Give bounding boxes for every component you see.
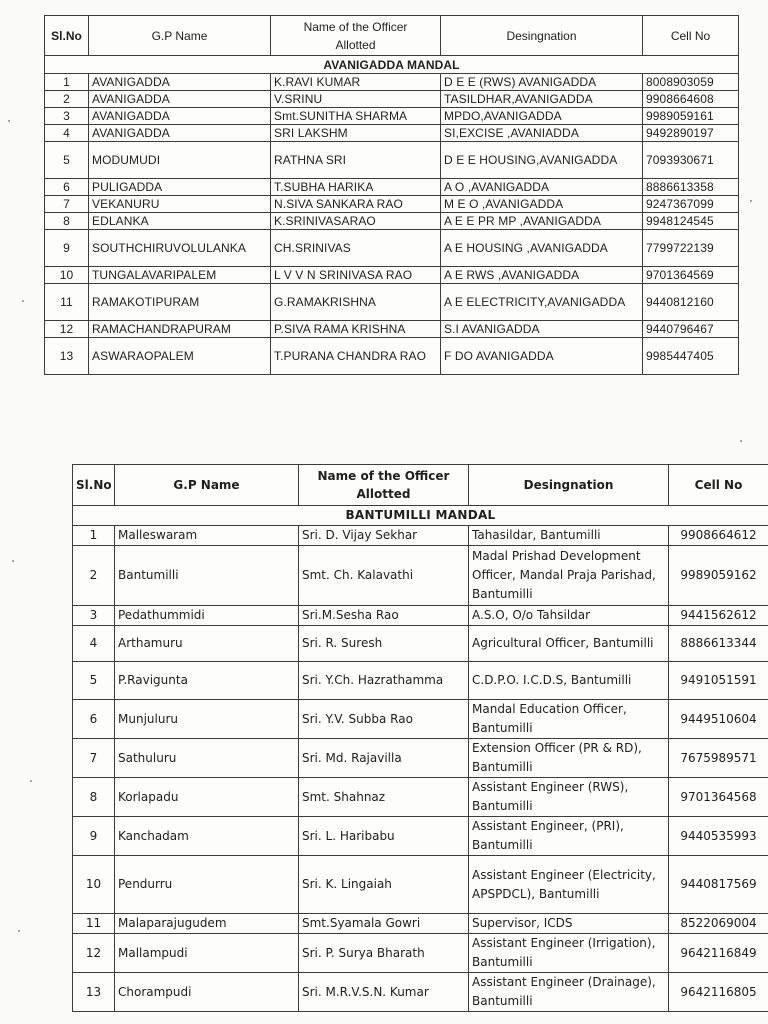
scan-speck — [12, 560, 14, 562]
row-gp-name: Bantumilli — [115, 546, 299, 606]
row-sl-no: 4 — [73, 626, 115, 662]
mandal-title: BANTUMILLI MANDAL — [73, 506, 768, 526]
row-cell-no: 9701364568 — [669, 778, 768, 817]
header-officer — [271, 16, 441, 56]
row-officer-name: Smt. Shahnaz — [299, 778, 469, 817]
table-row — [73, 606, 768, 626]
row-cell-no: 9492890197 — [643, 125, 739, 142]
row-sl-no: 9 — [45, 230, 89, 267]
row-sl-no: 13 — [73, 973, 115, 1012]
row-gp-name: Sathuluru — [115, 739, 299, 778]
header-cell-no: Cell No — [643, 16, 739, 56]
row-officer-name: Sri. R. Suresh — [299, 626, 469, 662]
table-row — [45, 91, 739, 108]
scan-speck — [22, 300, 24, 302]
row-cell-no: 9441562612 — [669, 606, 768, 626]
table-row — [73, 739, 768, 778]
table-row — [45, 284, 739, 321]
row-designation: Mandal Education Officer, Bantumilli — [469, 700, 669, 739]
row-gp-name: RAMACHANDRAPURAM — [89, 321, 271, 338]
row-designation: SI,EXCISE ,AVANIADDA — [441, 125, 643, 142]
row-designation: Agricultural Officer, Bantumilli — [469, 626, 669, 662]
row-officer-name: CH.SRINIVAS — [271, 230, 441, 267]
row-cell-no: 9642116805 — [669, 973, 768, 1012]
row-gp-name: Pedathummidi — [115, 606, 299, 626]
table-row — [73, 934, 768, 973]
row-cell-no: 9440817569 — [669, 856, 768, 914]
table-row — [45, 196, 739, 213]
row-designation: Extension Officer (PR & RD), Bantumilli — [469, 739, 669, 778]
table-row — [45, 108, 739, 125]
row-officer-name: Sri. L. Haribabu — [299, 817, 469, 856]
row-sl-no: 10 — [45, 267, 89, 284]
row-designation: Assistant Engineer (Electricity, APSPDCL), Bantumilli — [469, 856, 669, 914]
row-officer-name: Smt.Syamala Gowri — [299, 914, 469, 934]
row-sl-no: 13 — [45, 338, 89, 375]
row-officer-name: T.SUBHA HARIKA — [271, 179, 441, 196]
row-sl-no: 6 — [45, 179, 89, 196]
row-sl-no: 3 — [45, 108, 89, 125]
row-gp-name: P.Ravigunta — [115, 662, 299, 700]
row-cell-no: 9908664612 — [669, 526, 768, 546]
row-officer-name: T.PURANA CHANDRA RAO — [271, 338, 441, 375]
scan-speck — [750, 200, 752, 202]
row-designation: Assistant Engineer (Irrigation), Bantumilli — [469, 934, 669, 973]
row-designation: A.S.O, O/o Tahsildar — [469, 606, 669, 626]
table-header-row — [73, 465, 768, 506]
row-sl-no: 4 — [45, 125, 89, 142]
table-header-row — [45, 16, 739, 56]
row-cell-no: 9491051591 — [669, 662, 768, 700]
row-sl-no: 12 — [45, 321, 89, 338]
header-gp-name: G.P Name — [115, 465, 299, 506]
row-designation: A E E PR MP ,AVANIGADDA — [441, 213, 643, 230]
row-cell-no: 9440796467 — [643, 321, 739, 338]
row-officer-name: Sri. Y.Ch. Hazrathamma — [299, 662, 469, 700]
scan-speck — [740, 440, 742, 442]
row-sl-no: 6 — [73, 700, 115, 739]
row-gp-name: Pendurru — [115, 856, 299, 914]
row-gp-name: AVANIGADDA — [89, 91, 271, 108]
row-cell-no: 7093930671 — [643, 142, 739, 179]
row-cell-no: 7799722139 — [643, 230, 739, 267]
table-row — [73, 817, 768, 856]
mandal-title: AVANIGADDA MANDAL — [45, 56, 739, 74]
table-row — [73, 973, 768, 1012]
header-designation: Desingnation — [469, 465, 669, 506]
row-designation: Assistant Engineer, (PRI), Bantumilli — [469, 817, 669, 856]
avanigadda-officer-table — [44, 15, 739, 375]
row-officer-name: Sri. Md. Rajavilla — [299, 739, 469, 778]
row-gp-name: VEKANURU — [89, 196, 271, 213]
row-officer-name: G.RAMAKRISHNA — [271, 284, 441, 321]
row-sl-no: 11 — [73, 914, 115, 934]
row-gp-name: RAMAKOTIPURAM — [89, 284, 271, 321]
row-sl-no: 8 — [45, 213, 89, 230]
row-designation: D E E (RWS) AVANIGADDA — [441, 74, 643, 91]
row-gp-name: Kanchadam — [115, 817, 299, 856]
row-sl-no: 1 — [73, 526, 115, 546]
row-gp-name: ASWARAOPALEM — [89, 338, 271, 375]
row-cell-no: 9985447405 — [643, 338, 739, 375]
row-gp-name: MODUMUDI — [89, 142, 271, 179]
table-row — [45, 213, 739, 230]
scan-speck — [30, 780, 32, 782]
table-row — [73, 700, 768, 739]
row-cell-no: 9440812160 — [643, 284, 739, 321]
header-officer-line2: Allotted — [356, 487, 411, 501]
row-officer-name: Sri. P. Surya Bharath — [299, 934, 469, 973]
row-sl-no: 2 — [45, 91, 89, 108]
table-row — [73, 856, 768, 914]
row-officer-name: Sri.M.Sesha Rao — [299, 606, 469, 626]
mandal-title-row — [45, 56, 739, 74]
row-officer-name: Sri. D. Vijay Sekhar — [299, 526, 469, 546]
row-gp-name: Munjuluru — [115, 700, 299, 739]
row-gp-name: Chorampudi — [115, 973, 299, 1012]
row-cell-no: 9989059162 — [669, 546, 768, 606]
row-cell-no: 9642116849 — [669, 934, 768, 973]
header-officer-line2: Allotted — [335, 37, 376, 52]
row-cell-no: 9701364569 — [643, 267, 739, 284]
header-officer — [299, 465, 469, 506]
row-gp-name: PULIGADDA — [89, 179, 271, 196]
row-cell-no: 8886613358 — [643, 179, 739, 196]
row-officer-name: Sri. Y.V. Subba Rao — [299, 700, 469, 739]
table-row — [45, 74, 739, 91]
row-designation: Supervisor, ICDS — [469, 914, 669, 934]
row-officer-name: K.SRINIVASARAO — [271, 213, 441, 230]
row-cell-no: 9440535993 — [669, 817, 768, 856]
bantumilli-officer-table — [72, 464, 768, 1012]
scan-speck — [8, 120, 10, 122]
row-sl-no: 5 — [45, 142, 89, 179]
row-sl-no: 12 — [73, 934, 115, 973]
scan-speck — [18, 930, 20, 932]
row-officer-name: L V V N SRINIVASA RAO — [271, 267, 441, 284]
row-gp-name: Korlapadu — [115, 778, 299, 817]
row-officer-name: Sri. M.R.V.S.N. Kumar — [299, 973, 469, 1012]
table-row — [45, 125, 739, 142]
row-cell-no: 8008903059 — [643, 74, 739, 91]
row-designation: F DO AVANIGADDA — [441, 338, 643, 375]
row-cell-no: 9908664608 — [643, 91, 739, 108]
table-row — [73, 914, 768, 934]
table-row — [45, 321, 739, 338]
row-cell-no: 8522069004 — [669, 914, 768, 934]
row-sl-no: 7 — [73, 739, 115, 778]
row-officer-name: P.SIVA RAMA KRISHNA — [271, 321, 441, 338]
row-sl-no: 11 — [45, 284, 89, 321]
row-officer-name: N.SIVA SANKARA RAO — [271, 196, 441, 213]
row-sl-no: 7 — [45, 196, 89, 213]
row-gp-name: AVANIGADDA — [89, 108, 271, 125]
row-cell-no: 9989059161 — [643, 108, 739, 125]
row-gp-name: Malleswaram — [115, 526, 299, 546]
header-designation: Desingnation — [441, 16, 643, 56]
row-designation: Madal Prishad Development Officer, Mandal Praja Parishad, Bantumilli — [469, 546, 669, 606]
row-designation: A O ,AVANIGADDA — [441, 179, 643, 196]
row-cell-no: 8886613344 — [669, 626, 768, 662]
row-gp-name: SOUTHCHIRUVOLULANKA — [89, 230, 271, 267]
row-designation: MPDO,AVANIGADDA — [441, 108, 643, 125]
row-officer-name: SRI LAKSHM — [271, 125, 441, 142]
row-gp-name: Arthamuru — [115, 626, 299, 662]
row-designation: A E RWS ,AVANIGADDA — [441, 267, 643, 284]
row-gp-name: AVANIGADDA — [89, 125, 271, 142]
table-row — [45, 267, 739, 284]
row-cell-no: 9449510604 — [669, 700, 768, 739]
row-sl-no: 9 — [73, 817, 115, 856]
table-row — [45, 142, 739, 179]
row-designation: M E O ,AVANIGADDA — [441, 196, 643, 213]
row-gp-name: Malaparajugudem — [115, 914, 299, 934]
row-designation: C.D.P.O. I.C.D.S, Bantumilli — [469, 662, 669, 700]
header-officer-line1: Name of the Officer — [317, 469, 450, 483]
header-sl-no: Sl.No — [73, 465, 115, 506]
row-designation: S.I AVANIGADDA — [441, 321, 643, 338]
table-row — [45, 179, 739, 196]
row-cell-no: 9247367099 — [643, 196, 739, 213]
table-row — [73, 546, 768, 606]
table-row — [45, 230, 739, 267]
row-designation: Assistant Engineer (Drainage), Bantumilli — [469, 973, 669, 1012]
row-designation: A E HOUSING ,AVANIGADDA — [441, 230, 643, 267]
row-gp-name: TUNGALAVARIPALEM — [89, 267, 271, 284]
row-sl-no: 8 — [73, 778, 115, 817]
row-officer-name: RATHNA SRI — [271, 142, 441, 179]
row-designation: Tahasildar, Bantumilli — [469, 526, 669, 546]
row-officer-name: Smt. Ch. Kalavathi — [299, 546, 469, 606]
table-row — [73, 778, 768, 817]
row-sl-no: 3 — [73, 606, 115, 626]
table-row — [73, 662, 768, 700]
row-officer-name: Sri. K. Lingaiah — [299, 856, 469, 914]
row-designation: A E ELECTRICITY,AVANIGADDA — [441, 284, 643, 321]
row-gp-name: AVANIGADDA — [89, 74, 271, 91]
row-designation: D E E HOUSING,AVANIGADDA — [441, 142, 643, 179]
header-officer-line1: Name of the Officer — [303, 19, 408, 34]
row-gp-name: EDLANKA — [89, 213, 271, 230]
row-officer-name: K.RAVI KUMAR — [271, 74, 441, 91]
row-sl-no: 10 — [73, 856, 115, 914]
table-row — [73, 526, 768, 546]
table-row — [45, 338, 739, 375]
row-designation: TASILDHAR,AVANIGADDA — [441, 91, 643, 108]
header-cell-no: Cell No — [669, 465, 768, 506]
row-cell-no: 7675989571 — [669, 739, 768, 778]
row-sl-no: 1 — [45, 74, 89, 91]
row-sl-no: 5 — [73, 662, 115, 700]
row-officer-name: V.SRINU — [271, 91, 441, 108]
header-sl-no: Sl.No — [45, 16, 89, 56]
row-designation: Assistant Engineer (RWS), Bantumilli — [469, 778, 669, 817]
header-gp-name: G.P Name — [89, 16, 271, 56]
mandal-title-row — [73, 506, 768, 526]
row-sl-no: 2 — [73, 546, 115, 606]
row-officer-name: Smt.SUNITHA SHARMA — [271, 108, 441, 125]
row-cell-no: 9948124545 — [643, 213, 739, 230]
row-gp-name: Mallampudi — [115, 934, 299, 973]
table-row — [73, 626, 768, 662]
